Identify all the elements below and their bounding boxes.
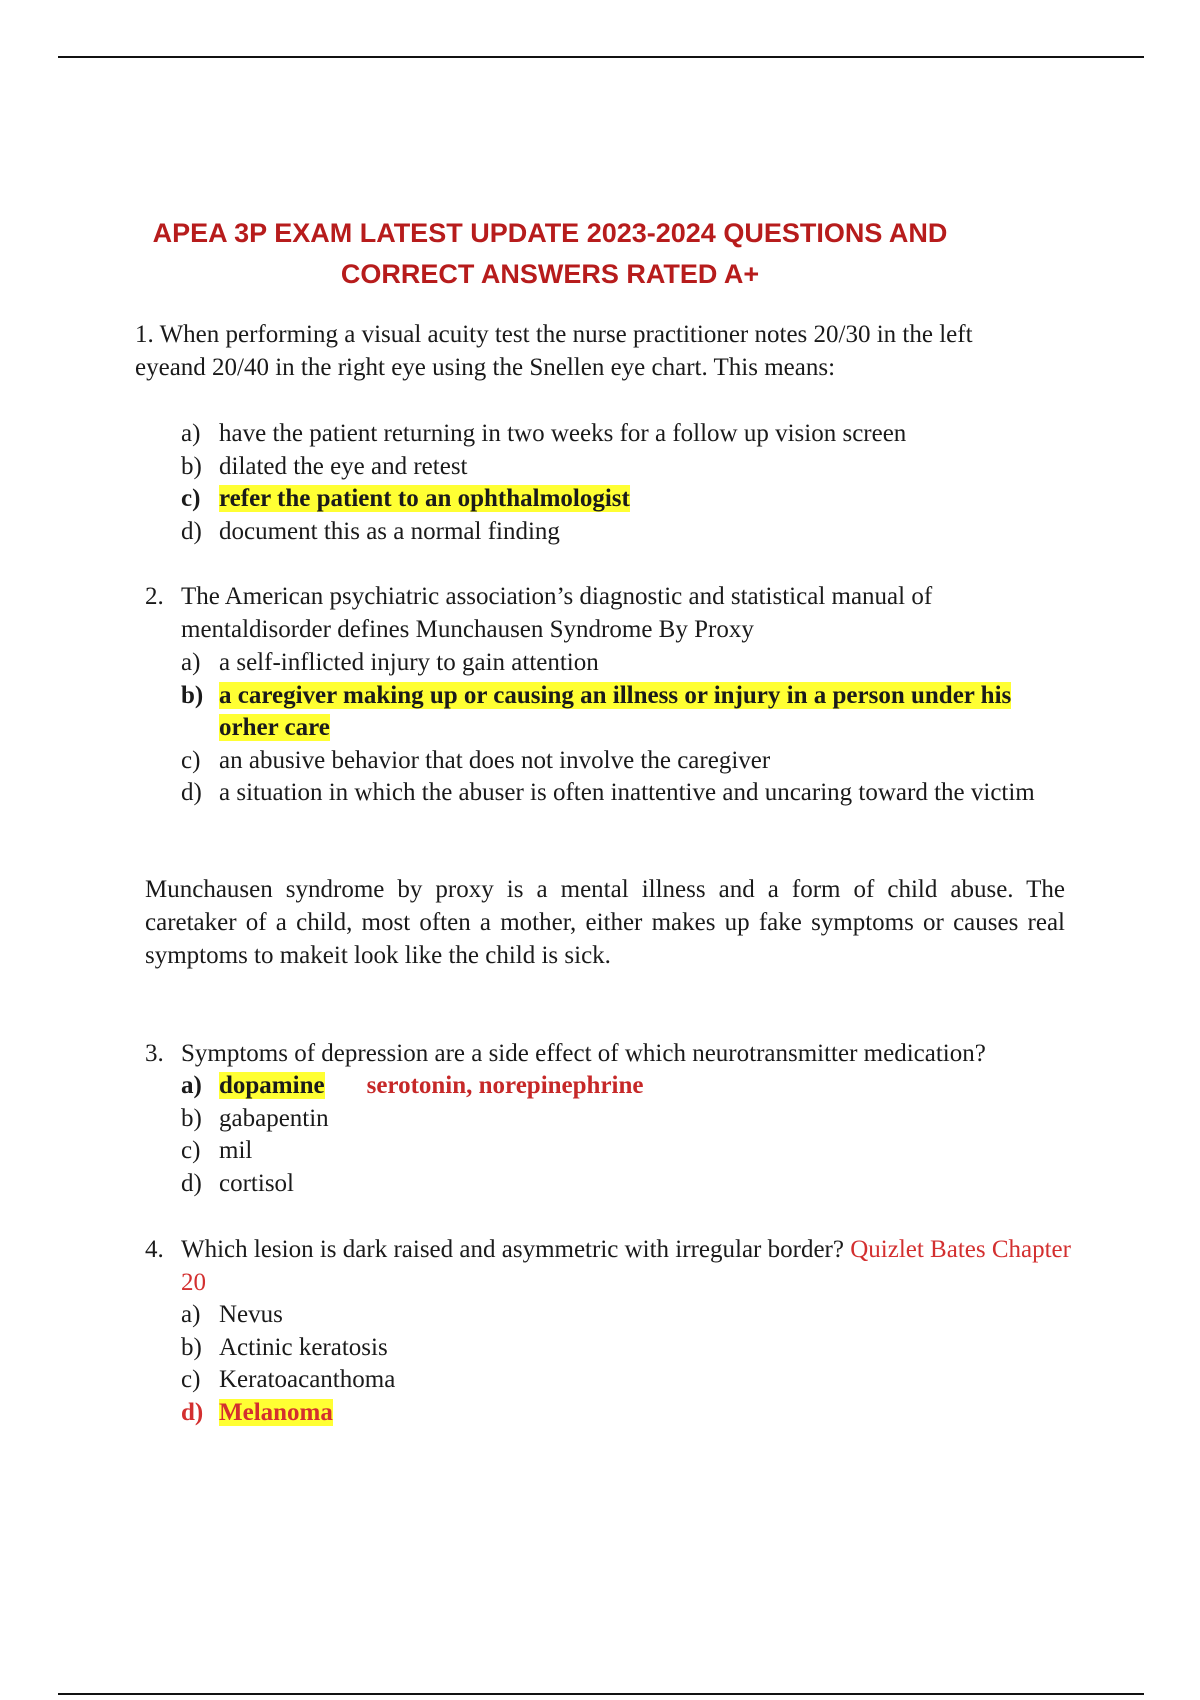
option-a: a) Nevus: [181, 1301, 283, 1328]
option-d-correct: d) Melanoma: [181, 1398, 333, 1426]
question-source: Quizlet Bates Chapter 20: [181, 1236, 1071, 1296]
question-1-stem: [135, 318, 975, 384]
question-text: Which lesion is dark raised and asymmetric with irregular border?: [181, 1236, 844, 1263]
option-a: a) have the patient returning in two weeks for a follow up vision screen: [181, 420, 907, 447]
question-2-number: 2.: [145, 583, 164, 610]
question-text: When performing a visual acuity test the nurse practitioner notes 20/30 in the left eyeand 20/40 in the right eye using the Snellen eye chart. This means:: [135, 321, 973, 381]
title-line-2: CORRECT ANSWERS RATED A+: [340, 259, 760, 289]
question-number: 1.: [135, 321, 154, 348]
question-3-stem: Symptoms of depression are a side effect of which neurotransmitter medication?: [181, 1040, 986, 1067]
option-c-correct: c) refer the patient to an ophthalmologist: [181, 485, 630, 512]
top-rule: [58, 56, 1144, 58]
question-3-number: 3.: [145, 1040, 164, 1067]
option-a-correct: a) dopamine serotonin, norepinephrine: [181, 1072, 644, 1099]
document-title: [120, 213, 980, 295]
question-4-options: [181, 1299, 1061, 1429]
option-d: d) a situation in which the abuser is often inattentive and uncaring toward the victim: [181, 779, 1035, 806]
question-1-options: [181, 418, 1061, 548]
option-b: b) Actinic keratosis: [181, 1333, 388, 1361]
title-line-1: APEA 3P EXAM LATEST UPDATE 2023-2024 QUESTIONS AND: [152, 218, 948, 248]
question-2-options: [181, 647, 1061, 810]
question-4-number: 4.: [145, 1236, 164, 1263]
option-b-correct: b) a caregiver making up or causing an illness or injury in a person under his orher care: [181, 681, 1012, 741]
question-4-stem: [181, 1233, 1101, 1299]
question-2-explanation: Munchausen syndrome by proxy is a mental illness and a form of child abuse. The caretaker of a child, most often a mother, either makes up fake symptoms or causes real symptoms to makeit look like the child is sick.: [145, 876, 1065, 969]
option-b: b) dilated the eye and retest: [181, 452, 468, 480]
option-d: d) document this as a normal finding: [181, 517, 560, 545]
option-c: c) mil: [181, 1137, 253, 1164]
question-2-stem: The American psychiatric association’s diagnostic and statistical manual of mentaldisorder defines Munchausen Syndrome By Proxy: [181, 583, 933, 643]
option-c: c) Keratoacanthoma: [181, 1366, 396, 1393]
option-c: c) an abusive behavior that does not involve the caregiver: [181, 746, 771, 774]
question-3-options: [181, 1070, 1061, 1200]
bottom-rule: [58, 1693, 1144, 1695]
option-b: b) gabapentin: [181, 1104, 329, 1132]
option-d: d) cortisol: [181, 1169, 294, 1197]
option-a: a) a self-inflicted injury to gain attention: [181, 649, 599, 676]
answer-note: serotonin, norepinephrine: [366, 1072, 644, 1099]
